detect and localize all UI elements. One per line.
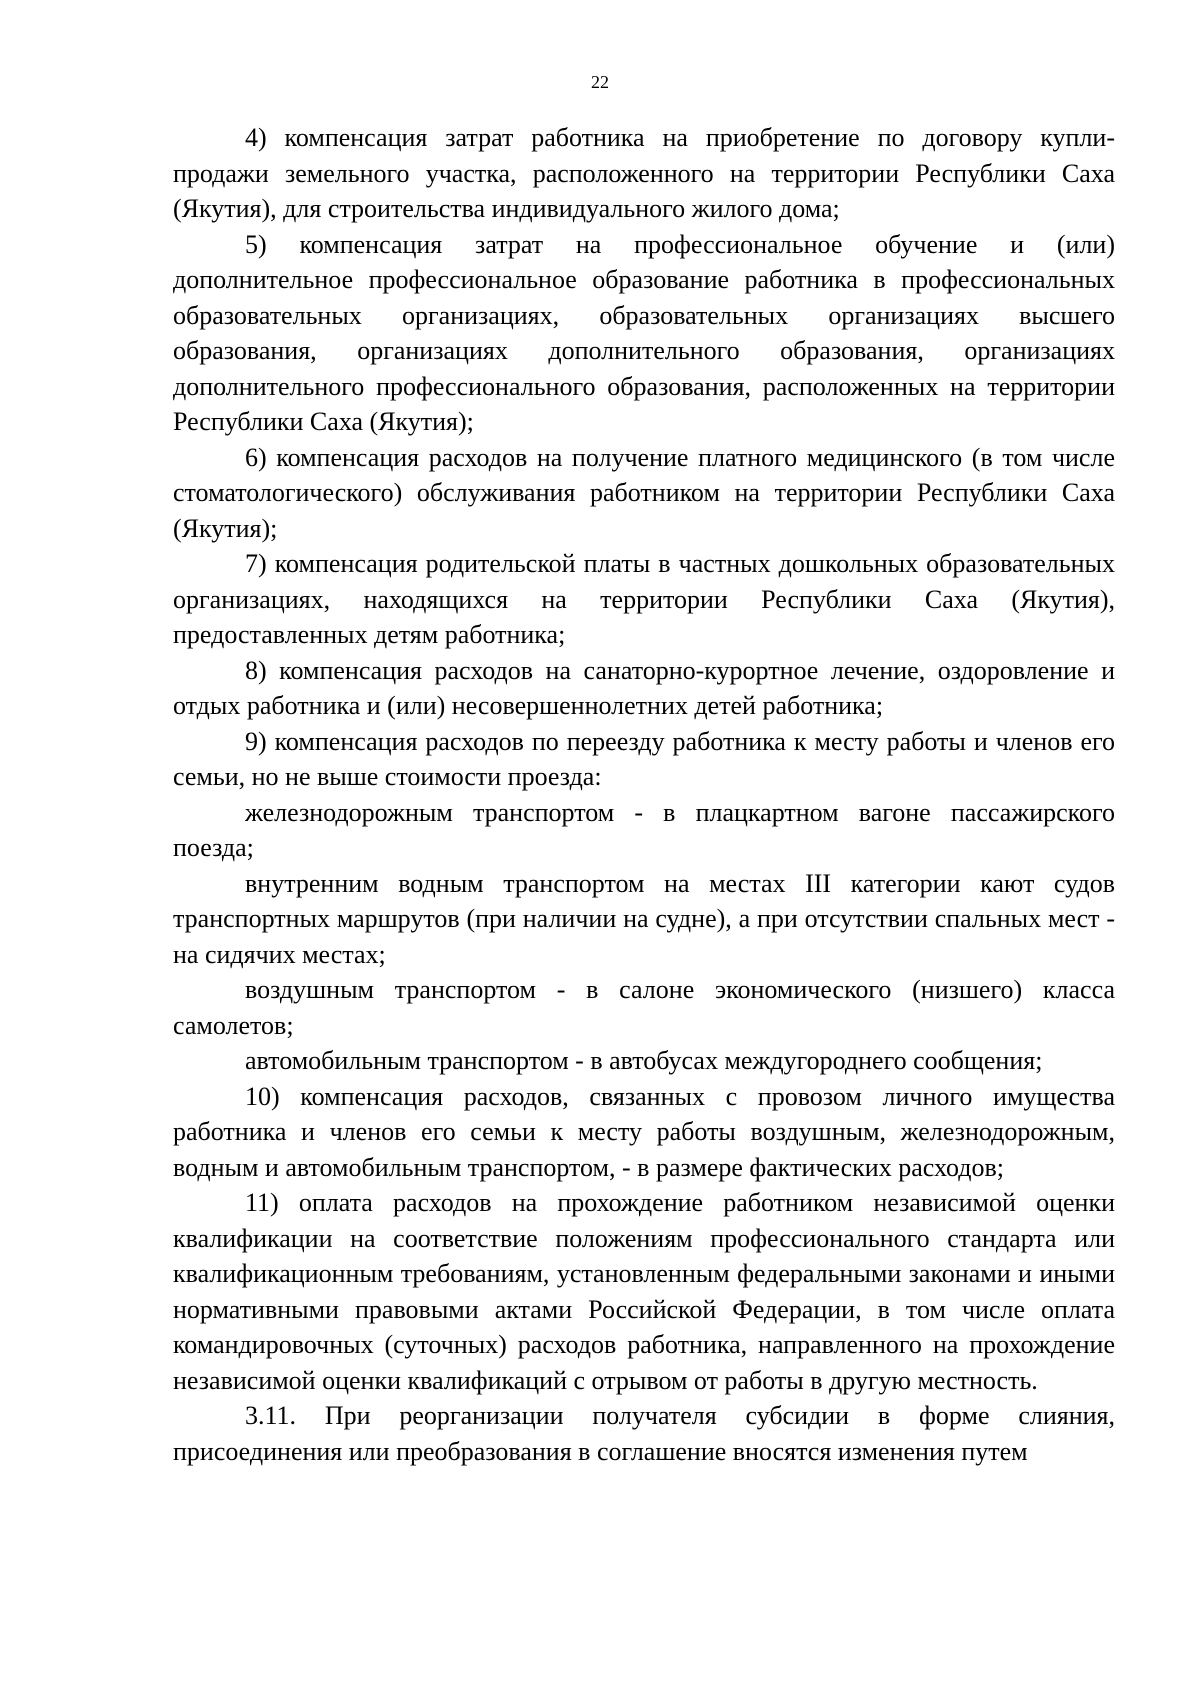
paragraph-item-7: 7) компенсация родительской платы в частных дошкольных образовательных организациях, находящихся на территории Республики Саха (Якутия), предоставленных детям работника; xyxy=(173,549,1115,649)
paragraph-item-8: 8) компенсация расходов на санаторно-курортное лечение, оздоровление и отдых работника и (или) несовершеннолетних детей работника; xyxy=(173,655,1115,720)
paragraph-item-6: 6) компенсация расходов на получение платного медицинского (в том числе стоматологического) обслуживания работником на территории Республики Саха (Якутия); xyxy=(173,442,1115,543)
document-body xyxy=(173,120,1115,1469)
paragraph-water-transport: внутренним водным транспортом на местах III категории кают судов транспортных маршрутов (при наличии на судне), а при отсутствии спальных мест - на сидячих местах; xyxy=(173,868,1115,969)
paragraph-railway-transport: железнодорожным транспортом - в плацкартном вагоне пассажирского поезда; xyxy=(173,797,1115,862)
paragraph-item-9: 9) компенсация расходов по переезду работника к месту работы и членов его семьи, но не выше стоимости проезда: xyxy=(173,726,1115,791)
paragraph-item-11: 11) оплата расходов на прохождение работником независимой оценки квалификации на соответствие положениям профессионального стандарта или квалификационным требованиям, установленным федеральными законами и иными нормативными правовыми актами Российской Федерации, в том числе оплата командировочных (суточных) расходов работника, направленного на прохождение независимой оценки квалификаций с отрывом от работы в другую местность. xyxy=(173,1188,1115,1395)
page-number: 22 xyxy=(591,72,609,92)
paragraph-item-5: 5) компенсация затрат на профессиональное обучение и (или) дополнительное профессиональное образование работника в профессиональных образовательных организациях, образовательных организациях высшего образования, организациях дополнительного образования, организациях дополнительного профессионального образования, расположенных на территории Республики Саха (Якутия); xyxy=(173,229,1115,436)
paragraph-item-4: 4) компенсация затрат работника на приобретение по договору купли-продажи земельного участка, расположенного на территории Республики Саха (Якутия), для строительства индивидуального жилого дома; xyxy=(173,123,1115,223)
paragraph-air-transport: воздушным транспортом - в салоне экономического (низшего) класса самолетов; xyxy=(173,975,1115,1040)
paragraph-road-transport: автомобильным транспортом - в автобусах междугороднего сообщения; xyxy=(245,1046,1043,1075)
paragraph-section-3-11: 3.11. При реорганизации получателя субсидии в форме слияния, присоединения или преобразования в соглашение вносятся изменения путем xyxy=(173,1401,1115,1466)
paragraph-item-10: 10) компенсация расходов, связанных с провозом личного имущества работника и членов его семьи к месту работы воздушным, железнодорожным, водным и автомобильным транспортом, - в размере фактических расходов; xyxy=(173,1081,1115,1182)
